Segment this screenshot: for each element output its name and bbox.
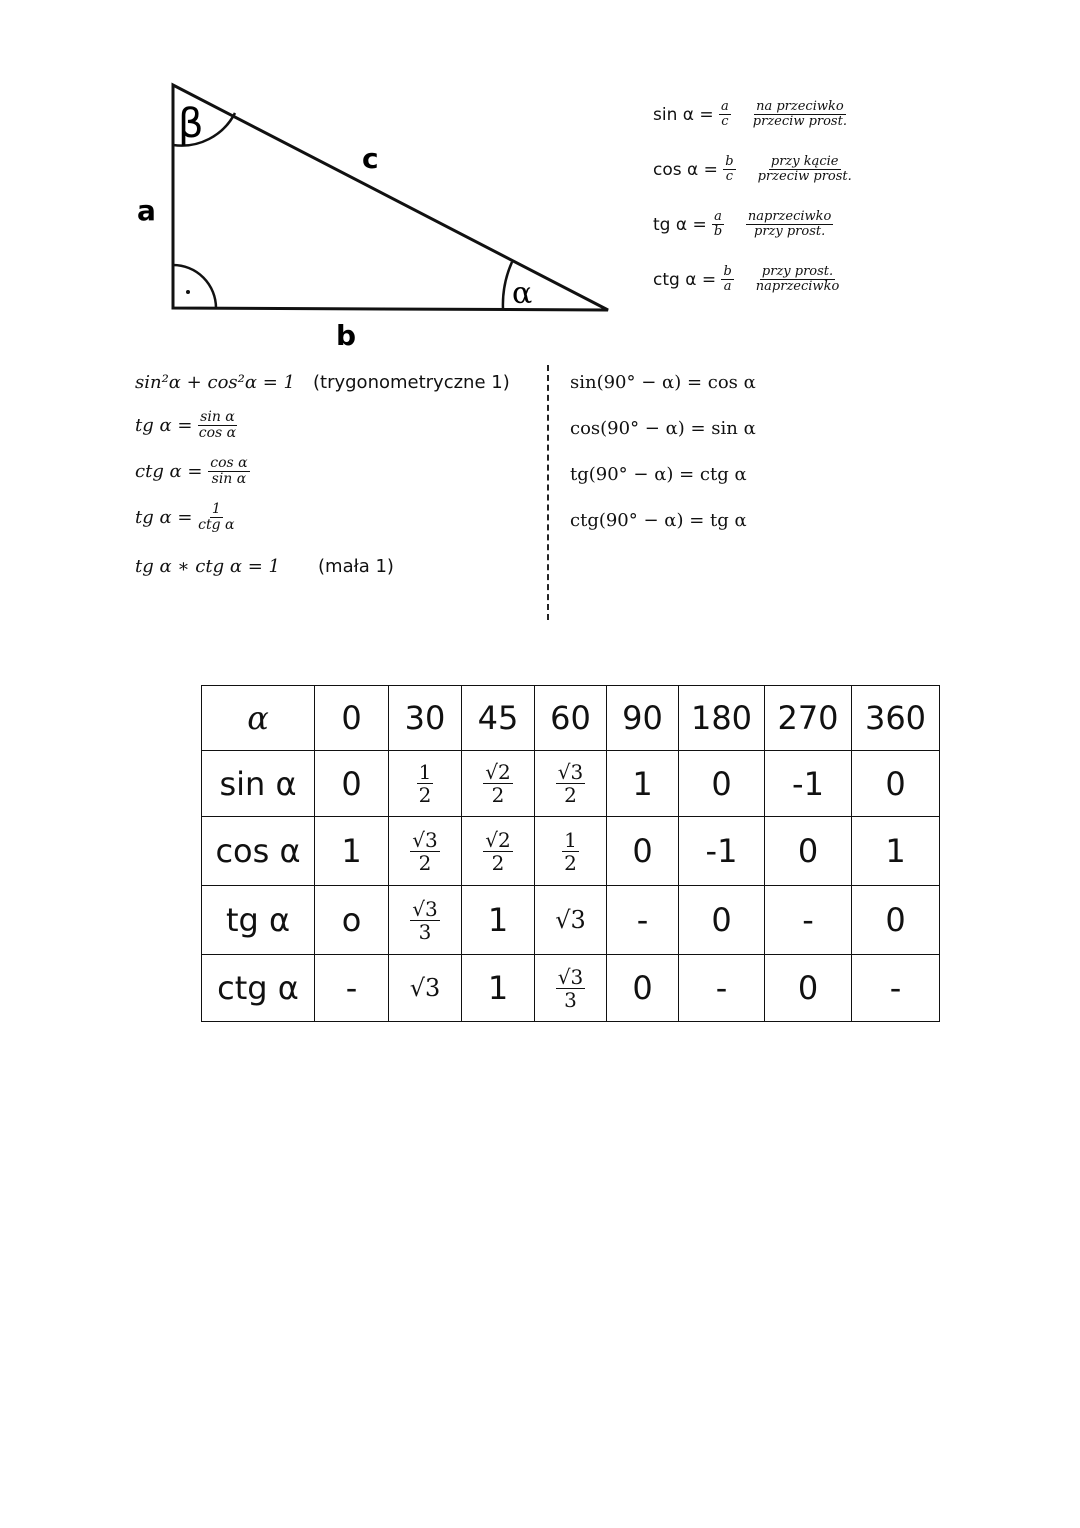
complementary-identity: ctg(90° − α) = tg α: [570, 510, 747, 531]
value-cell: $\frac{1}{2}$: [535, 817, 607, 886]
value-cell: 1: [315, 817, 389, 886]
value-cell: 1: [462, 955, 535, 1022]
value-cell: 0: [765, 817, 852, 886]
value-cell: -1: [679, 817, 765, 886]
header-cell: 270: [765, 686, 852, 751]
angle-alpha-label: α: [512, 276, 533, 311]
header-cell: 30: [389, 686, 462, 751]
header-cell: 180: [679, 686, 765, 751]
table-row: [202, 886, 940, 955]
value-cell: 0: [607, 817, 679, 886]
value-cell: o: [315, 886, 389, 955]
value-cell: -1: [765, 751, 852, 817]
definition-row: sin α = $\frac{a}{c}$ $\frac{\text{na przeciwko}}{\text{przeciw prost.}}$: [653, 99, 847, 130]
side-b-label: b: [336, 319, 357, 352]
value-cell: 0: [852, 886, 940, 955]
value-cell: $\frac{1}{2}$: [389, 751, 462, 817]
header-cell: 360: [852, 686, 940, 751]
value-cell: √3: [535, 886, 607, 955]
header-cell: α: [202, 686, 315, 751]
definition-row: tg α = $\frac{a}{b}$ $\frac{\text{naprzeciwko}}{\text{przy prost.}}$: [653, 209, 832, 240]
value-cell: 1: [462, 886, 535, 955]
tg-reciprocal-identity: tg α = $\frac{1}{\text{ctg α}}$: [135, 501, 235, 534]
table-row: [202, 955, 940, 1022]
value-cell: $\frac{√2}{2}$: [462, 751, 535, 817]
value-cell: -: [315, 955, 389, 1022]
dashed-divider: [547, 365, 549, 620]
definition-row: ctg α = $\frac{b}{a}$ $\frac{\text{przy prost.}}{\text{naprzeciwko}}$: [653, 264, 840, 295]
value-cell: -: [765, 886, 852, 955]
value-cell: 0: [852, 751, 940, 817]
complementary-identity: tg(90° − α) = ctg α: [570, 464, 747, 485]
value-cell: 1: [607, 751, 679, 817]
value-cell: 0: [765, 955, 852, 1022]
value-cell: 0: [607, 955, 679, 1022]
header-cell: 90: [607, 686, 679, 751]
right-triangle-diagram: [0, 0, 1080, 360]
value-cell: $\frac{√2}{2}$: [462, 817, 535, 886]
pythagorean-identity: sin²α + cos²α = 1 (trygonometryczne 1): [135, 372, 510, 393]
complementary-identity: sin(90° − α) = cos α: [570, 372, 756, 393]
header-cell: 0: [315, 686, 389, 751]
value-cell: $\frac{√3}{3}$: [389, 886, 462, 955]
header-cell: 60: [535, 686, 607, 751]
ctg-identity: ctg α = $\frac{\text{cos α}}{\text{sin α}}$: [135, 455, 248, 488]
row-label: cos α: [202, 817, 315, 886]
definition-row: cos α = $\frac{b}{c}$ $\frac{\text{przy kącie}}{\text{przeciw prost.}}$: [653, 154, 852, 185]
row-label: sin α: [202, 751, 315, 817]
value-cell: -: [679, 955, 765, 1022]
value-cell: -: [607, 886, 679, 955]
value-cell: 0: [679, 886, 765, 955]
table-row: [202, 751, 940, 817]
value-cell: 0: [679, 751, 765, 817]
side-a-label: a: [137, 194, 156, 227]
value-cell: 0: [315, 751, 389, 817]
side-c-label: c: [362, 142, 379, 175]
value-cell: 1: [852, 817, 940, 886]
row-label: ctg α: [202, 955, 315, 1022]
tg-identity: tg α = $\frac{\text{sin α}}{\text{cos α}}$: [135, 409, 237, 442]
value-cell: -: [852, 955, 940, 1022]
angle-beta-label: β: [178, 101, 204, 147]
complementary-identity: cos(90° − α) = sin α: [570, 418, 756, 439]
value-cell: $\frac{√3}{3}$: [535, 955, 607, 1022]
value-cell: $\frac{√3}{2}$: [389, 817, 462, 886]
value-cell: √3: [389, 955, 462, 1022]
header-cell: 45: [462, 686, 535, 751]
product-identity: tg α ∗ ctg α = 1 (mała 1): [135, 556, 394, 577]
row-label: tg α: [202, 886, 315, 955]
value-cell: $\frac{√3}{2}$: [535, 751, 607, 817]
trig-values-table: [201, 685, 940, 1022]
table-header-row: [202, 686, 940, 751]
table-row: [202, 817, 940, 886]
